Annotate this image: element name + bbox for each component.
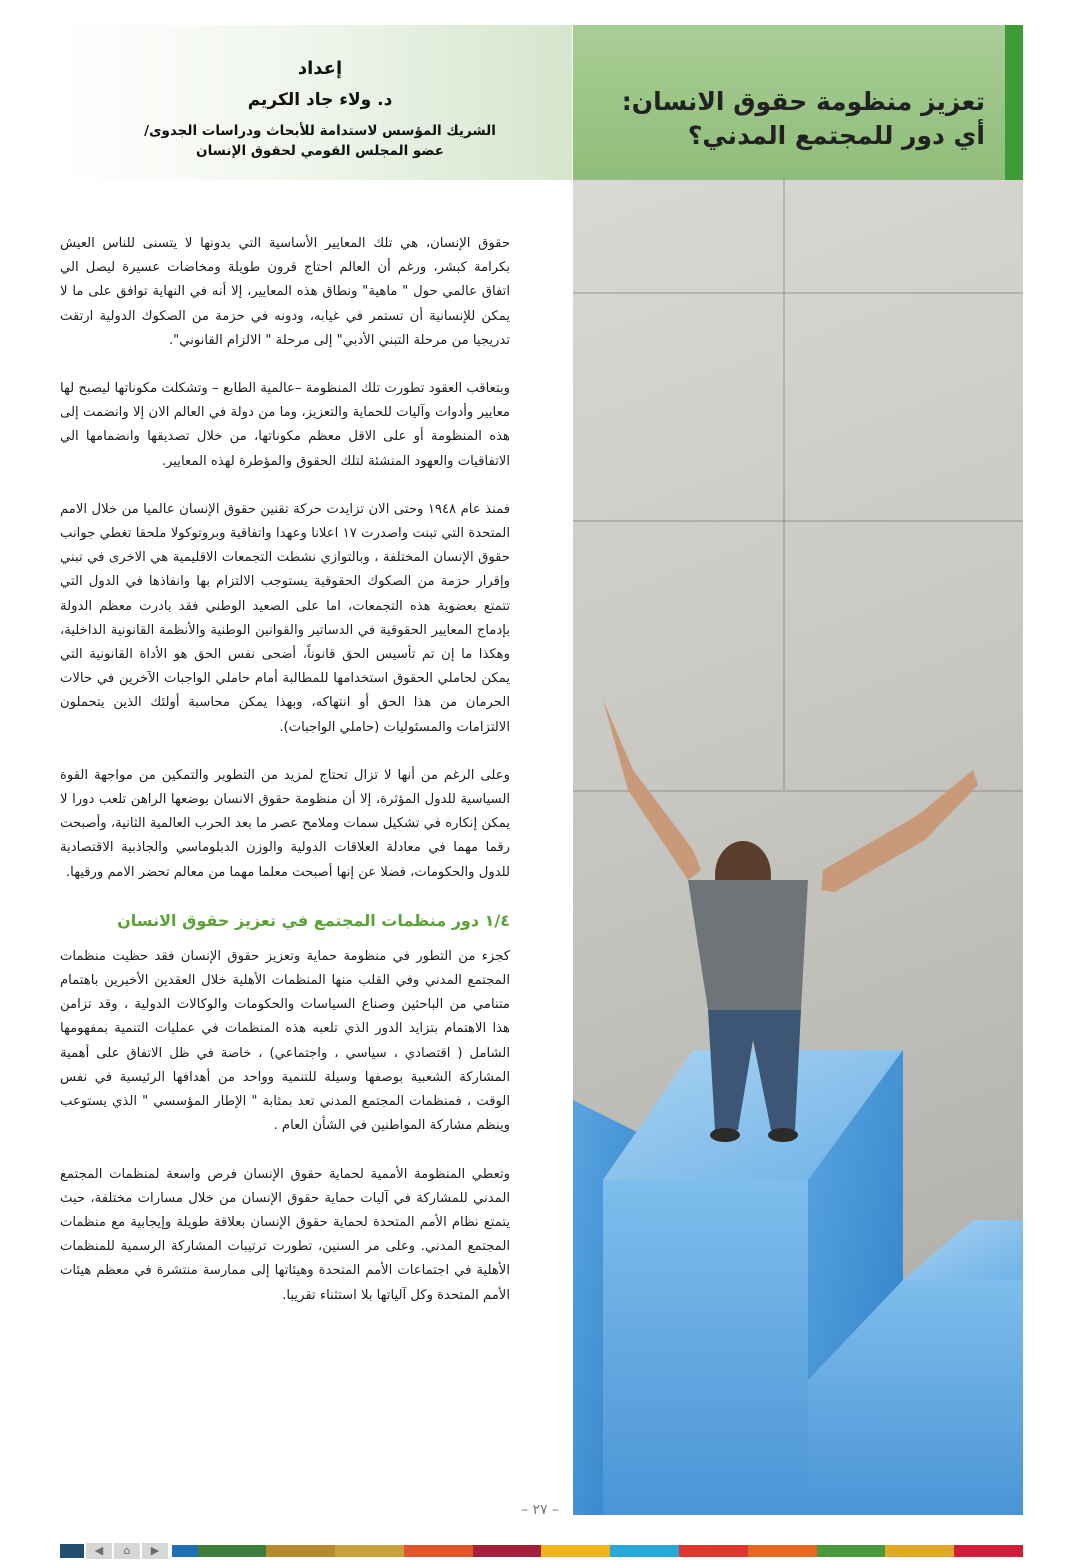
article-paragraph-5: كجزء من التطور في منظومة حماية وتعزيز حقوق الإنسان فقد حظيت منظمات المجتمع المدني وفي القلب منها المنظمات الأهلية خلال العقدين الأخيرين باهتمام متنامي من الباحثين وصناع السياسات والحكومات والوكالات الدولية ، وقد تزامن هذا الاهتمام بتزايد الدور الذي تلعبه هذه المنظمات في عمليات التنمية بمفهومها الشامل ( اقتصادي ، سياسي ، واجتماعي) ، خاصة في ظل الاتفاق على أهمية المشاركة الشعبية بوصفها وسيلة للتنمية وواحد من أهدافها الرئيسية في نفس الوقت ، فمنظمات المجتمع المدني تعد بمثابة " الإطار المؤسسي " الذي يستوعب وينظم مشاركة المواطنين في الشأن العام .	[60, 948, 510, 1134]
footer-color-segment	[610, 1545, 679, 1557]
article-paragraph-2: وبتعاقب العقود تطورت تلك المنظومة –عالمية الطابع – وتشكلت مكوناتها ليصبح لها معايير وأدوات وآليات للحماية والتعزيز، وما من دولة في العالم الان إلا وانضمت إلى هذه المنظومة أو على الاقل معظم مكوناتها، من خلال تصديقها وانضمامها الي الاتفاقيات والعهود المنشئة لتلك الحقوق والمؤطرة لهذه المعايير.	[60, 381, 510, 469]
article-paragraph-4: وعلى الرغم من أنها لا تزال تحتاج لمزيد من التطوير والتمكين من مواجهة القوة السياسية للدول المؤثرة، إلا أن منظومة حقوق الانسان بوضعها الراهن تلعب دورا لا يمكن إنكاره في تشكيل سمات وملامح عصر ما بعد الحرب العالمية الثانية، وأصبحت رقما مهما في معادلة العلاقات الدولية والوزن الدبلوماسي والجاذبية الاقتصادية للدول والحكومات، فضلا عن إنها أصبحت معلما مهما من معالم تحضر الامم ورقيها.	[60, 767, 510, 880]
footer-color-strip	[60, 1545, 1023, 1557]
footer-color-segment	[198, 1545, 267, 1557]
article-title-line-2: أي دور للمجتمع المدني؟	[687, 121, 985, 150]
nav-block	[60, 1544, 84, 1558]
next-page-icon[interactable]: ▶	[142, 1543, 168, 1559]
article-title	[590, 85, 985, 153]
article-paragraph-3: فمنذ عام ١٩٤٨ وحتى الان تزايدت حركة تقنين حقوق الإنسان عالميا من خلال الامم المتحدة التي تبنت واصدرت ١٧ اعلانا وعهدا واتفاقية وبروتوكولا ملحقا تغطي جوانب حقوق الإنسان المختلفة ، وبالتوازي نشطت التجمعات الاقليمية هي الاخرى في تبني وإقرار حزمة من الصكوك الحقوقية يستوجب الالتزام بها وانفاذها في الدول التي تتمتع بعضوية هذه التجمعات، اما على الصعيد الوطني فقد بادرت معظم الدولة بإدماج المعايير الحقوقية في الدساتير والقوانين الوطنية والأنظمة القانونية الداخلية، وهكذا ما إن تم تأسيس الحق قانوناً، أضحى نفس الحق هو الأداة القانونية التي يمكن لحاملي الحقوق استخدامها للمطالبة أمام حاملي الواجبات الآخرين في حالات الحرمان من هذا الحق أو انتهاكه، وبهذا يمكن محاسبة أولئك الذين يتحملون الالتزامات والمسئوليات (حاملي الواجبات).	[60, 501, 510, 735]
footer-color-segment	[885, 1545, 954, 1557]
author-name: د. ولاء جاد الكريم	[247, 90, 393, 110]
footer-color-segment	[335, 1545, 404, 1557]
article-title-line-1: تعزيز منظومة حقوق الانسان:	[621, 87, 985, 116]
footer-color-segment	[541, 1545, 610, 1557]
article-body	[60, 232, 510, 1332]
footer-navigation	[60, 1543, 172, 1559]
footer-color-segment	[817, 1545, 886, 1557]
footer-color-segment	[954, 1545, 1023, 1557]
author-label: إعداد	[297, 58, 343, 79]
footer-color-segment	[266, 1545, 335, 1557]
page-number: – ٢٧ –	[521, 1502, 559, 1518]
author-title-line-2: عضو المجلس القومي لحقوق الإنسان	[196, 143, 444, 159]
home-icon[interactable]: ⌂	[114, 1543, 140, 1559]
author-title-line-1: الشريك المؤسس لاستدامة للأبحاث ودراسات الجدوى/	[144, 123, 496, 139]
article-paragraph-1: حقوق الإنسان، هي تلك المعايير الأساسية التي بدونها لا يتسنى للناس العيش بكرامة كبشر، ورغم أن العالم احتاج قرون طويلة ومخاضات عسيرة ليصل الي اتفاق عالمي حول " ماهية" ونطاق هذه المعايير، إلا أنه في النهاية توافق على ما لا يمكن للإنسانية أن تستمر في غيابه، ودونه في حزمة من الصكوك الدولية ارتقت تدريجيا من مرحلة التبني الأدبي" إلى مرحلة " الالزام القانوني".	[60, 236, 510, 348]
cover-photo	[573, 180, 1023, 1515]
footer-color-segment	[748, 1545, 817, 1557]
footer-color-segment	[473, 1545, 542, 1557]
person-on-blocks-illustration	[573, 180, 1023, 1515]
article-paragraph-6: وتعطي المنظومة الأممية لحماية حقوق الإنسان فرص واسعة لمنظمات المجتمع المدني للمشاركة في آليات حماية حقوق الإنسان من خلال مسارات مختلفة، حيث يتمتع نظام الأمم المتحدة لحماية حقوق الإنسان بعلاقة طويلة وإيجابية مع منظمات المجتمع المدني. وعلى مر السنين، تطورت ترتيبات المشاركة الرسمية للمنظمات الأهلية في اجتماعات الأمم المتحدة وهيئاتها إلى ممارسة منتشرة في معظم هيئات الأمم المتحدة وكل آلياتها بلا استثناء تقريبا.	[60, 1166, 510, 1303]
footer-color-segment	[679, 1545, 748, 1557]
author-block	[90, 55, 550, 161]
section-heading: ١/٤ دور منظمات المجتمع في تعزيز حقوق الانسان	[117, 910, 510, 930]
prev-page-icon[interactable]: ◀	[86, 1543, 112, 1559]
footer-color-segment	[404, 1545, 473, 1557]
header-accent-bar	[1005, 25, 1023, 180]
